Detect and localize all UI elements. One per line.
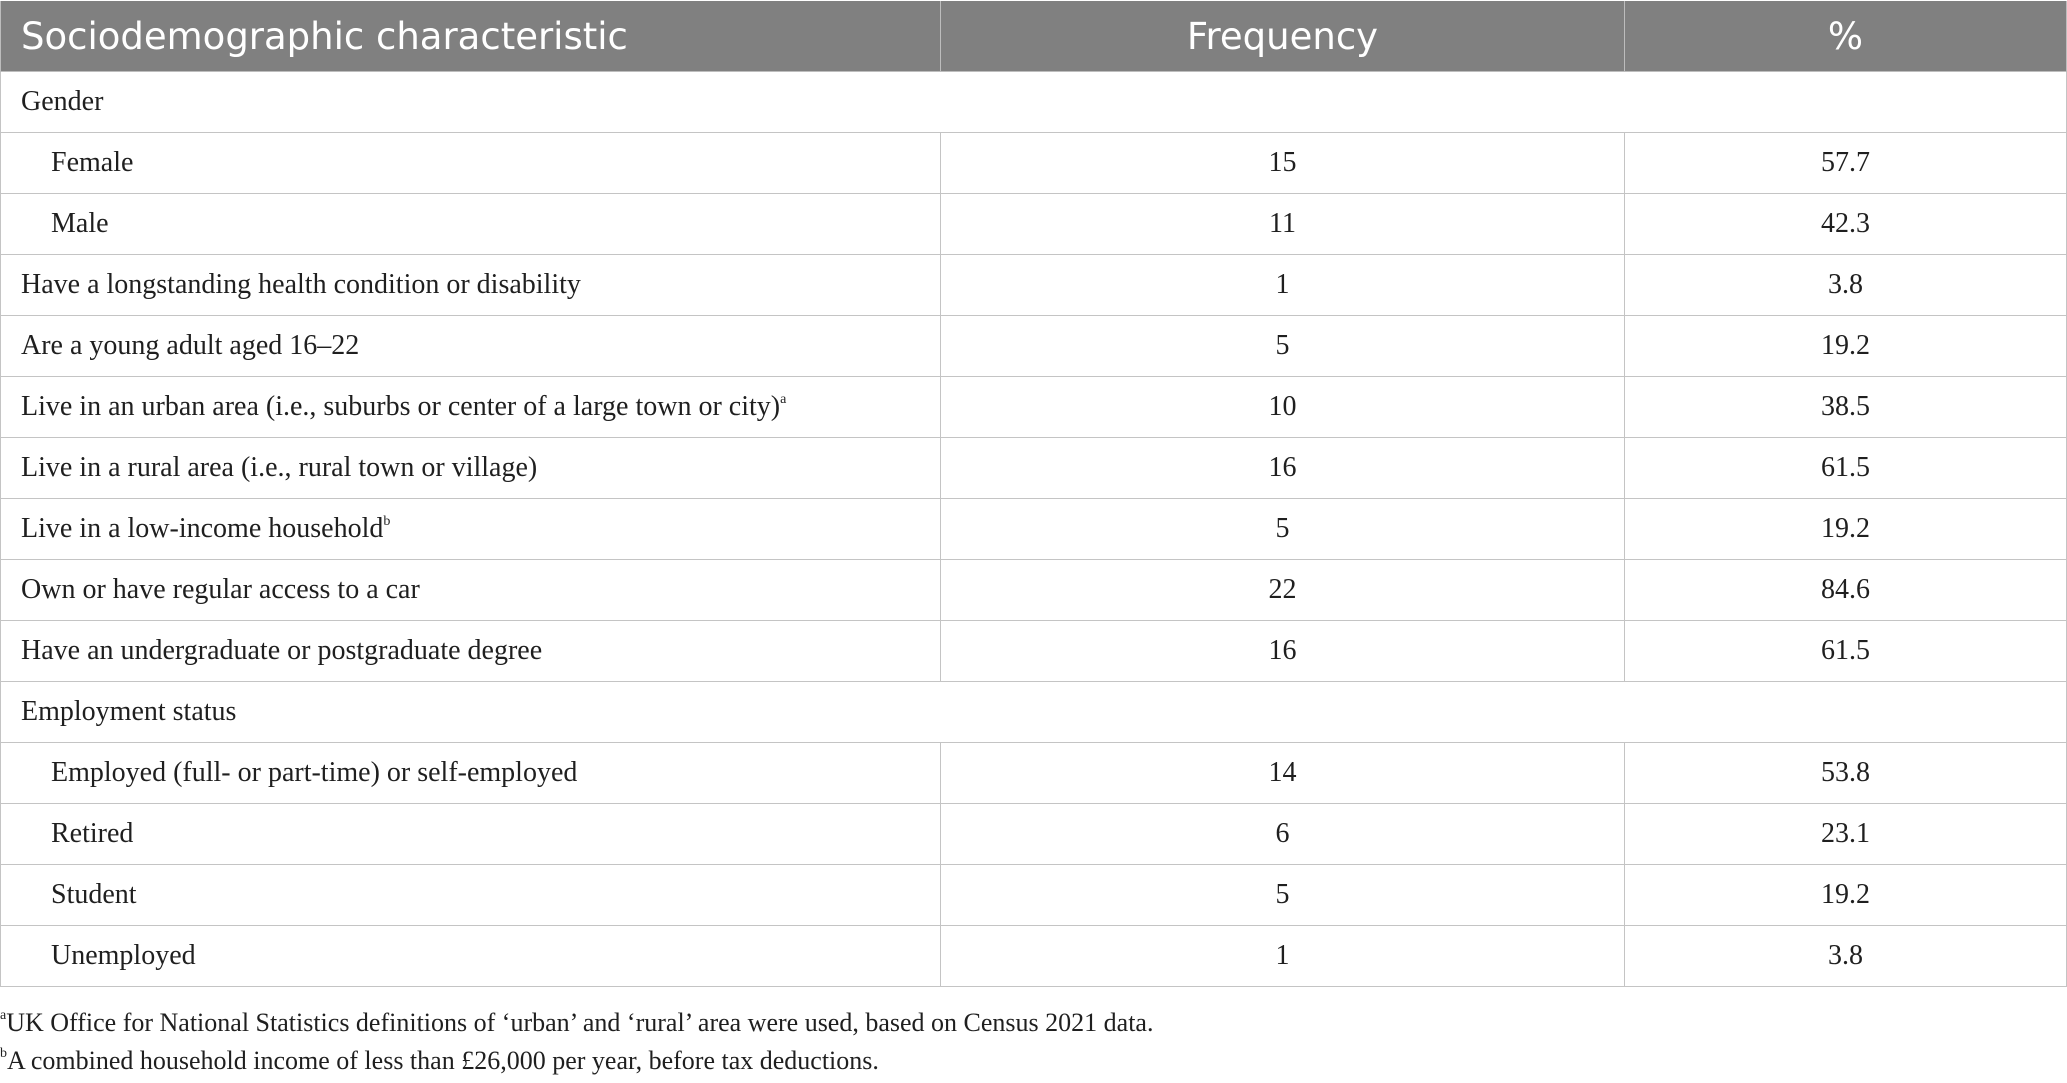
characteristic-label: Employed (full- or part-time) or self-employed xyxy=(51,757,578,788)
characteristic-cell xyxy=(1,560,941,621)
characteristic-label: Live in a low-income household xyxy=(21,513,384,544)
table-row xyxy=(1,621,2067,682)
table-section-row xyxy=(1,72,2067,133)
demographics-table xyxy=(0,1,2067,987)
frequency-cell: 5 xyxy=(941,865,1625,926)
table-section-row xyxy=(1,682,2067,743)
frequency-cell: 1 xyxy=(941,255,1625,316)
frequency-cell: 10 xyxy=(941,377,1625,438)
characteristic-label: Own or have regular access to a car xyxy=(21,574,420,605)
table-row xyxy=(1,255,2067,316)
percent-cell: 19.2 xyxy=(1625,316,2067,377)
characteristic-cell xyxy=(1,133,941,194)
percent-cell: 3.8 xyxy=(1625,926,2067,987)
percent-cell: 61.5 xyxy=(1625,438,2067,499)
characteristic-label: Female xyxy=(51,147,134,178)
demographics-table-container xyxy=(0,1,2066,987)
footnote-marker: b xyxy=(383,514,391,529)
table-body xyxy=(1,72,2067,987)
table-row xyxy=(1,743,2067,804)
frequency-cell: 5 xyxy=(941,316,1625,377)
percent-cell: 3.8 xyxy=(1625,255,2067,316)
footnote-marker: a xyxy=(780,392,787,407)
footnote-b-mark: b xyxy=(0,1046,7,1061)
table-row xyxy=(1,377,2067,438)
percent-cell: 84.6 xyxy=(1625,560,2067,621)
frequency-cell: 11 xyxy=(941,194,1625,255)
table-row xyxy=(1,926,2067,987)
footnote-b-text: A combined household income of less than £26,000 per year, before tax deductions. xyxy=(7,1046,879,1075)
characteristic-cell xyxy=(1,194,941,255)
characteristic-cell xyxy=(1,926,941,987)
header-percent: % xyxy=(1625,1,2067,72)
frequency-cell: 16 xyxy=(941,621,1625,682)
section-label-cell xyxy=(1,72,2067,133)
characteristic-cell xyxy=(1,743,941,804)
characteristic-label: Male xyxy=(51,208,109,239)
percent-cell: 57.7 xyxy=(1625,133,2067,194)
table-header-row xyxy=(1,1,2067,72)
frequency-cell: 5 xyxy=(941,499,1625,560)
percent-cell: 42.3 xyxy=(1625,194,2067,255)
section-label: Employment status xyxy=(21,696,237,727)
percent-cell: 19.2 xyxy=(1625,499,2067,560)
table-footnotes xyxy=(0,1004,2060,1080)
characteristic-label: Unemployed xyxy=(51,940,196,971)
frequency-cell: 6 xyxy=(941,804,1625,865)
header-frequency: Frequency xyxy=(941,1,1625,72)
characteristic-cell xyxy=(1,621,941,682)
frequency-cell: 14 xyxy=(941,743,1625,804)
percent-cell: 19.2 xyxy=(1625,865,2067,926)
percent-cell: 53.8 xyxy=(1625,743,2067,804)
characteristic-label: Student xyxy=(51,879,137,910)
frequency-cell: 22 xyxy=(941,560,1625,621)
section-label: Gender xyxy=(21,86,104,117)
section-label-cell xyxy=(1,682,2067,743)
characteristic-cell xyxy=(1,804,941,865)
characteristic-label: Have an undergraduate or postgraduate degree xyxy=(21,635,543,666)
frequency-cell: 16 xyxy=(941,438,1625,499)
percent-cell: 38.5 xyxy=(1625,377,2067,438)
percent-cell: 23.1 xyxy=(1625,804,2067,865)
header-characteristic: Sociodemographic characteristic xyxy=(1,1,941,72)
characteristic-label: Have a longstanding health condition or disability xyxy=(21,269,581,300)
characteristic-cell xyxy=(1,438,941,499)
footnote-a-mark: a xyxy=(0,1008,7,1023)
characteristic-label: Live in a rural area (i.e., rural town or village) xyxy=(21,452,538,483)
table-row xyxy=(1,560,2067,621)
table-row xyxy=(1,316,2067,377)
table-row xyxy=(1,438,2067,499)
frequency-cell: 15 xyxy=(941,133,1625,194)
characteristic-cell xyxy=(1,499,941,560)
characteristic-cell xyxy=(1,255,941,316)
table-row xyxy=(1,865,2067,926)
footnote-b xyxy=(0,1042,2060,1080)
characteristic-cell xyxy=(1,865,941,926)
frequency-cell: 1 xyxy=(941,926,1625,987)
characteristic-label: Are a young adult aged 16–22 xyxy=(21,330,360,361)
footnote-a xyxy=(0,1004,2060,1042)
characteristic-label: Live in an urban area (i.e., suburbs or center of a large town or city) xyxy=(21,391,781,422)
percent-cell: 61.5 xyxy=(1625,621,2067,682)
footnote-a-text: UK Office for National Statistics definitions of ‘urban’ and ‘rural’ area were used, based on Census 2021 data. xyxy=(6,1008,1154,1037)
table-row xyxy=(1,804,2067,865)
table-row xyxy=(1,499,2067,560)
characteristic-cell xyxy=(1,377,941,438)
table-row xyxy=(1,194,2067,255)
characteristic-cell xyxy=(1,316,941,377)
characteristic-label: Retired xyxy=(51,818,134,849)
table-row xyxy=(1,133,2067,194)
